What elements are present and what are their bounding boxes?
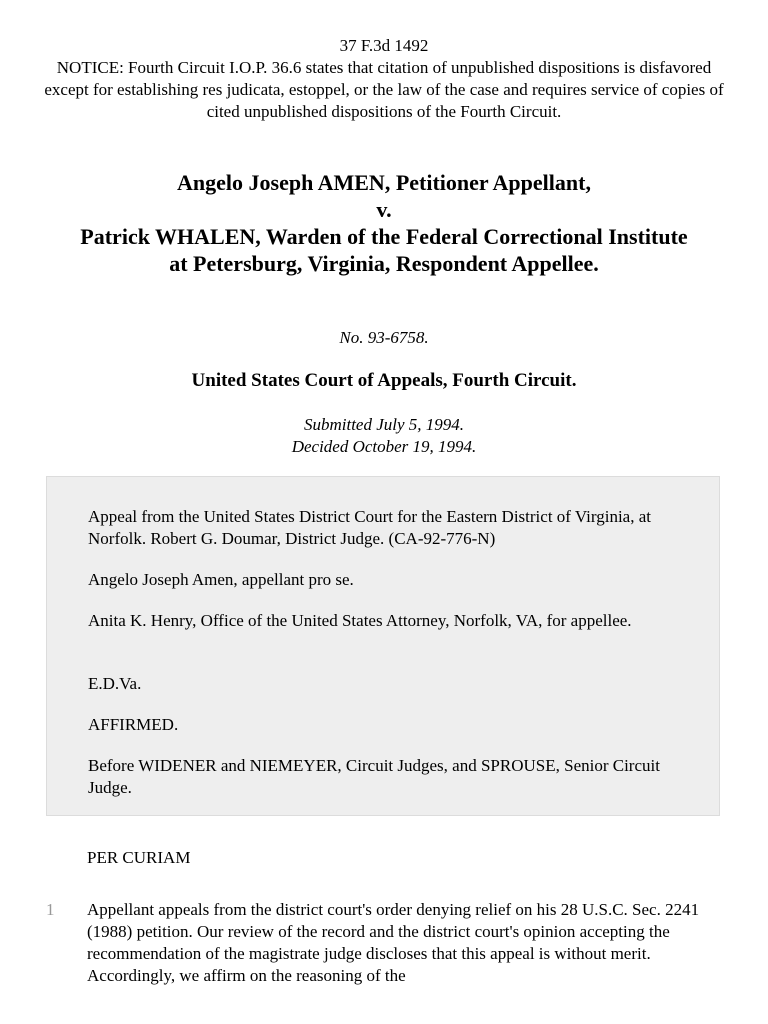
appellant-counsel: Angelo Joseph Amen, appellant pro se. [88,570,354,589]
citation: 37 F.3d 1492 [339,36,429,55]
court-name: United States Court of Appeals, Fourth Circuit. [191,370,577,391]
caption-appellee-location: at Petersburg, Virginia, Respondent Appellee. [169,251,599,276]
document-header [40,35,728,123]
caption-appellant: Angelo Joseph AMEN, Petitioner Appellant, [177,170,591,195]
paragraph-text: Appellant appeals from the district court's order denying relief on his 28 U.S.C. Sec. 2241 (1988) petition. Our review of the record and the district court's opinion accepting the recommendation of the magistrate judge discloses that this appeal is without merit. Accordingly, we affirm on the reasoning of the [87,900,700,985]
opinion-heading: PER CURIAM [87,848,191,867]
case-caption [40,169,728,277]
disposition: AFFIRMED. [88,715,179,734]
case-info-box [46,476,720,816]
decided-date: Decided October 19, 1994. [291,437,477,456]
district: E.D.Va. [88,674,142,693]
appellee-counsel: Anita K. Henry, Office of the United States Attorney, Norfolk, VA, for appellee. [88,611,632,630]
case-dates [40,414,728,458]
unpublished-notice: NOTICE: Fourth Circuit I.O.P. 36.6 states that citation of unpublished dispositions is disfavored except for establishing res judicata, estoppel, or the law of the case and requires service of copies of cited unpublished dispositions of the Fourth Circuit. [44,58,724,121]
panel: Before WIDENER and NIEMEYER, Circuit Judges, and SPROUSE, Senior Circuit Judge. [88,756,660,797]
caption-appellee: Patrick WHALEN, Warden of the Federal Correctional Institute [80,224,688,249]
paragraph-number: 1 [46,900,55,919]
docket-number: No. 93-6758. [339,328,429,347]
appeal-from: Appeal from the United States District Court for the Eastern District of Virginia, at Norfolk. Robert G. Doumar, District Judge. (CA-92-776-N) [88,507,652,548]
submitted-date: Submitted July 5, 1994. [303,415,465,434]
caption-versus: v. [376,197,392,222]
